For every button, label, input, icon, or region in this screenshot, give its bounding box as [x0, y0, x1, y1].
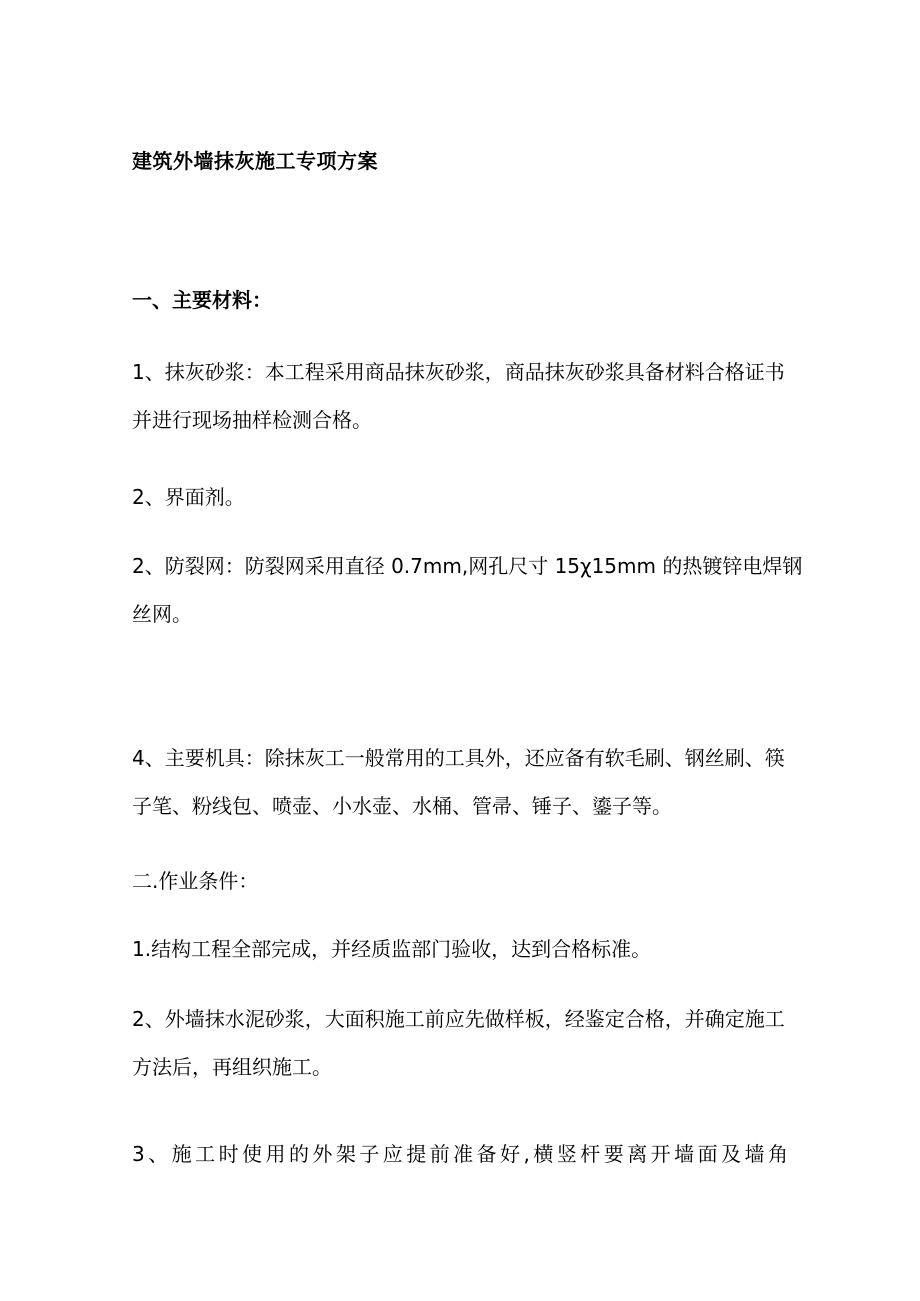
paragraph-tools: [132, 734, 792, 830]
paragraph-line: 2、界面剂。: [132, 485, 245, 509]
paragraph-line: 3、施工时使用的外架子应提前准备好,横竖杆要离开墙面及墙角: [132, 1142, 788, 1166]
section-heading-conditions: 二.作业条件：: [132, 869, 259, 893]
paragraph-line: 子笔、粉线包、喷壶、小水壶、水桶、管帚、锤子、鎏子等。: [132, 794, 672, 818]
section-heading-materials: 一、主要材料：: [132, 288, 272, 312]
paragraph-scaffold: [132, 1130, 788, 1178]
paragraph-line: 2、外墙抹水泥砂浆，大面积施工前应先做样板，经鉴定合格，并确定施工: [132, 1007, 785, 1031]
paragraph-crack-mesh: [132, 542, 803, 638]
paragraph-interface-agent: [132, 473, 792, 521]
paragraph-structure-complete: [132, 925, 792, 973]
paragraph-line: 丝网。: [132, 602, 192, 626]
paragraph-line: 1、抹灰砂浆：本工程采用商品抹灰砂浆，商品抹灰砂浆具备材料合格证书: [132, 360, 785, 384]
document-title: 建筑外墙抹灰施工专项方案: [132, 149, 378, 173]
paragraph-line: 并进行现场抽样检测合格。: [132, 408, 372, 432]
paragraph-line: 2、防裂网：防裂网采用直径 0.7mm,网孔尺寸 15χ15mm 的热镀锌电焊钢: [132, 554, 803, 578]
paragraph-line: 4、主要机具：除抹灰工一般常用的工具外，还应备有软毛刷、钢丝刷、筷: [132, 746, 785, 770]
paragraph-line: 方法后，再组织施工。: [132, 1055, 332, 1079]
paragraph-sample-board: [132, 995, 792, 1091]
paragraph-line: 1.结构工程全部完成，并经质监部门验收，达到合格标准。: [132, 937, 652, 961]
paragraph-mortar: [132, 348, 792, 444]
